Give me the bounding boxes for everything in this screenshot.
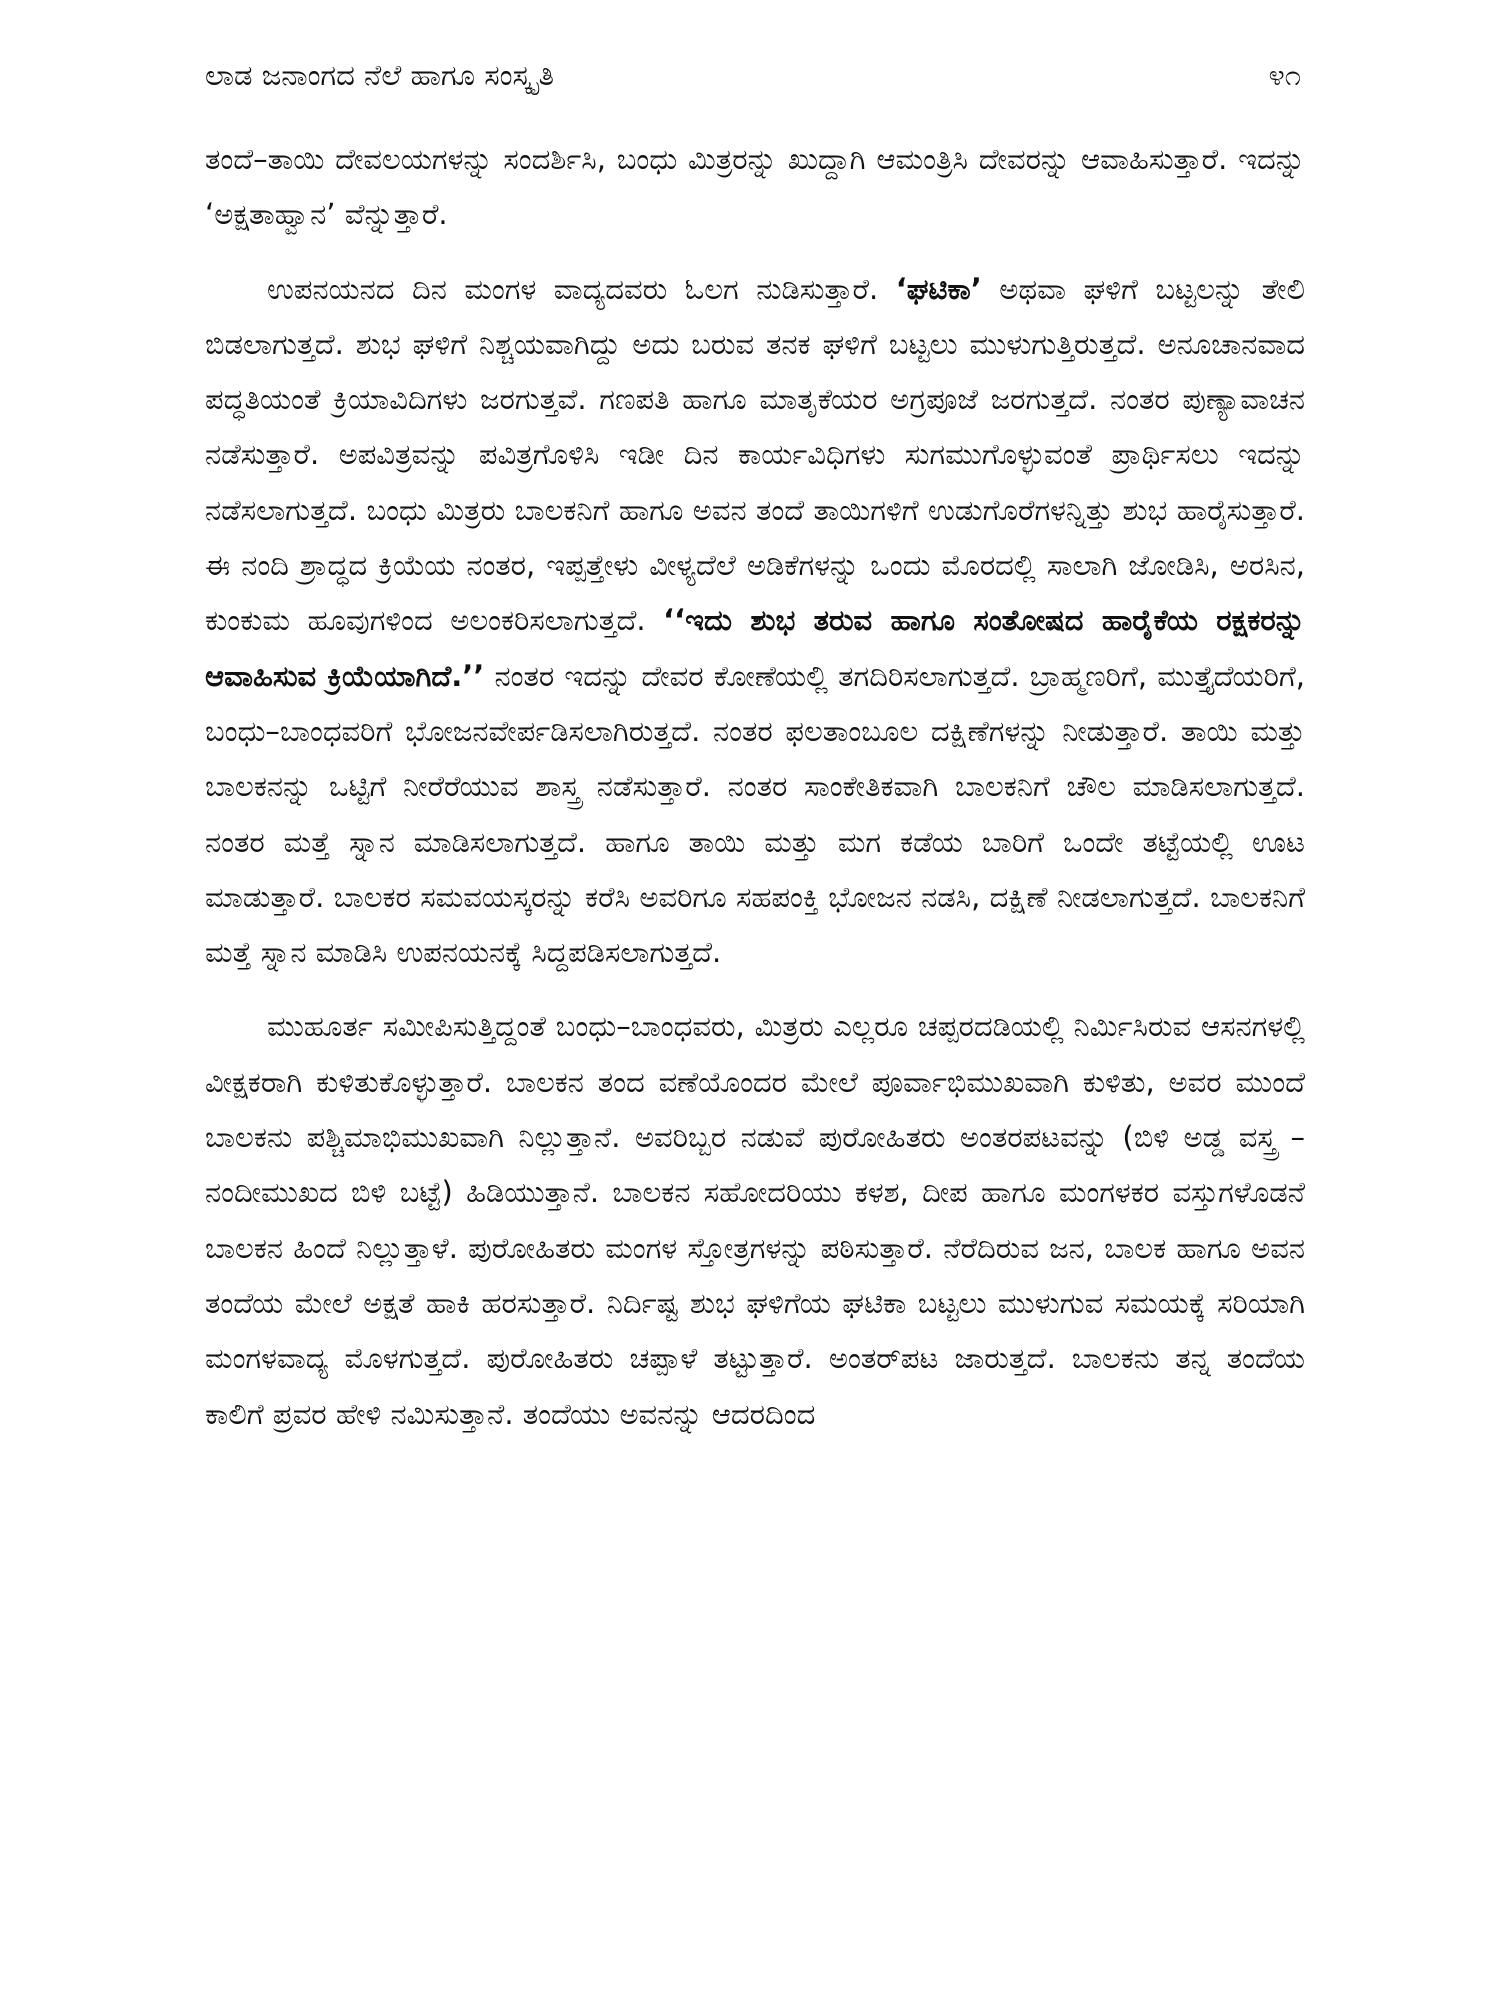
book-page [205, 58, 1305, 1461]
running-header [205, 58, 1305, 110]
paragraph-3: ಮುಹೂರ್ತ ಸಮೀಪಿಸುತ್ತಿದ್ದಂತೆ ಬಂಧು–ಬಾಂಧವರು, ಮಿತ್ರರು ಎಲ್ಲರೂ ಚಪ್ಪರದಡಿಯಲ್ಲಿ ನಿರ್ಮಿಸಿರುವ ಆಸನಗಳಲ್ಲಿ ವೀಕ್ಷಕರಾಗಿ ಕುಳಿತುಕೊಳ್ಳುತ್ತಾರೆ. ಬಾಲಕನ ತಂದ ವಣೆಯೊಂದರ ಮೇಲೆ ಪೂರ್ವಾಭಿಮುಖವಾಗಿ ಕುಳಿತು, ಅವರ ಮುಂದೆ ಬಾಲಕನು ಪಶ್ಚಿಮಾಭಿಮುಖವಾಗಿ ನಿಲ್ಲುತ್ತಾನೆ. ಅವರಿಬ್ಬರ ನಡುವೆ ಪುರೋಹಿತರು ಅಂತರಪಟವನ್ನು (ಬಿಳಿ ಅಡ್ಡ ವಸ್ತ್ರ – ನಂದೀಮುಖದ ಬಿಳಿ ಬಟ್ಟೆ) ಹಿಡಿಯುತ್ತಾನೆ. ಬಾಲಕನ ಸಹೋದರಿಯು ಕಳಶ, ದೀಪ ಹಾಗೂ ಮಂಗಳಕರ ವಸ್ತುಗಳೊಡನೆ ಬಾಲಕನ ಹಿಂದೆ ನಿಲ್ಲುತ್ತಾಳೆ. ಪುರೋಹಿತರು ಮಂಗಳ ಸ್ತೋತ್ರಗಳನ್ನು ಪಠಿಸುತ್ತಾರೆ. ನೆರೆದಿರುವ ಜನ, ಬಾಲಕ ಹಾಗೂ ಅವನ ತಂದೆಯ ಮೇಲೆ ಅಕ್ಷತೆ ಹಾಕಿ ಹರಸುತ್ತಾರೆ. ನಿರ್ದಿಷ್ಟ ಶುಭ ಘಳಿಗೆಯ ಘಟಿಕಾ ಬಟ್ಟಲು ಮುಳುಗುವ ಸಮಯಕ್ಕೆ ಸರಿಯಾಗಿ ಮಂಗಳವಾದ್ಯ ಮೊಳಗುತ್ತದೆ. ಪುರೋಹಿತರು ಚಪ್ಪಾಳೆ ತಟ್ಟುತ್ತಾರೆ. ಅಂತರ್‌ಪಟ ಜಾರುತ್ತದೆ. ಬಾಲಕನು ತನ್ನ ತಂದೆಯ ಕಾಲಿಗೆ ಪ್ರವರ ಹೇಳಿ ನಮಿಸುತ್ತಾನೆ. ತಂದೆಯು ಅವನನ್ನು ಆದರದಿಂದ [205, 1009, 1305, 1431]
paragraph-2-text-2: ಅಥವಾ ಘಳಿಗೆ ಬಟ್ಟಲನ್ನು ತೇಲಿ ಬಿಡಲಾಗುತ್ತದೆ. ಶುಭ ಘಳಿಗೆ ನಿಶ್ಚಯವಾಗಿದ್ದು ಅದು ಬರುವ ತನಕ ಘಳಿಗೆ ಬಟ್ಟಲು ಮುಳುಗುತ್ತಿರುತ್ತದೆ. ಅನೂಚಾನವಾದ ಪದ್ಧತಿಯಂತೆ ಕ್ರಿಯಾವಿದಿಗಳು ಜರಗುತ್ತವೆ. ಗಣಪತಿ ಹಾಗೂ ಮಾತೃಕೆಯರ ಅಗ್ರಪೂಜೆ ಜರಗುತ್ತದೆ. ನಂತರ ಪುಣ್ಯಾವಾಚನ ನಡೆಸುತ್ತಾರೆ. ಅಪವಿತ್ರವನ್ನು ಪವಿತ್ರಗೊಳಿಸಿ ಇಡೀ ದಿನ ಕಾರ್ಯವಿಧಿಗಳು ಸುಗಮುಗೊಳ್ಳುವಂತೆ ಪ್ರಾರ್ಥಿಸಲು ಇದನ್ನು ನಡೆಸಲಾಗುತ್ತದೆ. ಬಂಧು ಮಿತ್ರರು ಬಾಲಕನಿಗೆ ಹಾಗೂ ಅವನ ತಂದೆ ತಾಯಿಗಳಿಗೆ ಉಡುಗೊರೆಗಳನ್ನಿತ್ತು ಶುಭ ಹಾರೈಸುತ್ತಾರೆ. ಈ ನಂದಿ ಶ್ರಾದ್ಧದ ಕ್ರಿಯೆಯ ನಂತರ, ಇಪ್ಪತ್ತೇಳು ವೀಳ್ಯದೆಲೆ ಅಡಿಕೆಗಳನ್ನು ಒಂದು ಮೊರದಲ್ಲಿ ಸಾಲಾಗಿ ಜೋಡಿಸಿ, ಅರಸಿನ, ಕುಂಕುಮ ಹೂವುಗಳಿಂದ ಅಲಂಕರಿಸಲಾಗುತ್ತದೆ. [205, 271, 1305, 638]
page-body [205, 132, 1305, 1442]
paragraph-2-text-1: ಉಪನಯನದ ದಿನ ಮಂಗಳ ವಾದ್ಯದವರು ಓಲಗ ನುಡಿಸುತ್ತಾರೆ. [267, 271, 896, 306]
page-number: ೪೧ [1268, 58, 1301, 92]
paragraph-1: ತಂದೆ–ತಾಯಿ ದೇವಲಯಗಳನ್ನು ಸಂದರ್ಶಿಸಿ, ಬಂಧು ಮಿತ್ರರನ್ನು ಖುದ್ದಾಗಿ ಆಮಂತ್ರಿಸಿ ದೇವರನ್ನು ಆವಾಹಿಸುತ್ತಾರೆ. ಇದನ್ನು ‘ಅಕ್ಷತಾಹ್ವಾನ’ ವೆನ್ನುತ್ತಾರೆ. [205, 142, 1305, 232]
paragraph-2-text-3: ನಂತರ ಇದನ್ನು ದೇವರ ಕೋಣೆಯಲ್ಲಿ ತಗದಿರಿಸಲಾಗುತ್ತದೆ. ಬ್ರಾಹ್ಮಣರಿಗೆ, ಮುತ್ತೈದೆಯರಿಗೆ, ಬಂಧು–ಬಾಂಧವರಿಗೆ ಭೋಜನವೇರ್ಪಡಿಸಲಾಗಿರುತ್ತದೆ. ನಂತರ ಫಲತಾಂಬೂಲ ದಕ್ಷಿಣೆಗಳನ್ನು ನೀಡುತ್ತಾರೆ. ತಾಯಿ ಮತ್ತು ಬಾಲಕನನ್ನು ಒಟ್ಟಿಗೆ ನೀರೆರೆಯುವ ಶಾಸ್ತ್ರ ನಡೆಸುತ್ತಾರೆ. ನಂತರ ಸಾಂಕೇತಿಕವಾಗಿ ಬಾಲಕನಿಗೆ ಚೌಲ ಮಾಡಿಸಲಾಗುತ್ತದೆ. ನಂತರ ಮತ್ತೆ ಸ್ನಾನ ಮಾಡಿಸಲಾಗುತ್ತದೆ. ಹಾಗೂ ತಾಯಿ ಮತ್ತು ಮಗ ಕಡೆಯ ಬಾರಿಗೆ ಒಂದೇ ತಟ್ಟೆಯಲ್ಲಿ ಊಟ ಮಾಡುತ್ತಾರೆ. ಬಾಲಕರ ಸಮವಯಸ್ಕರನ್ನು ಕರೆಸಿ ಅವರಿಗೂ ಸಹಪಂಕ್ತಿ ಭೋಜನ ನಡಸಿ, ದಕ್ಷಿಣೆ ನೀಡಲಾಗುತ್ತದೆ. ಬಾಲಕನಿಗೆ ಮತ್ತೆ ಸ್ನಾನ ಮಾಡಿಸಿ ಉಪನಯನಕ್ಕೆ ಸಿದ್ದಪಡಿಸಲಾಗುತ್ತದೆ. [205, 658, 1305, 970]
paragraph-2-bold-ghatika: ‘ಘಟಿಕಾ’ [895, 271, 982, 306]
paragraph-2-bold-quote: ‘‘ಇದು ಶುಭ ತರುವ ಹಾಗೂ ಸಂತೋಷದ ಹಾರೈಕೆಯ ರಕ್ಷಕರನ್ನು ಆವಾಹಿಸುವ ಕ್ರಿಯೆಯಾಗಿದೆ.’’ [205, 603, 1305, 693]
running-title: ಲಾಡ ಜನಾಂಗದ ನೆಲೆ ಹಾಗೂ ಸಂಸ್ಕೃತಿ [205, 58, 554, 92]
paragraph-2 [205, 262, 1305, 981]
